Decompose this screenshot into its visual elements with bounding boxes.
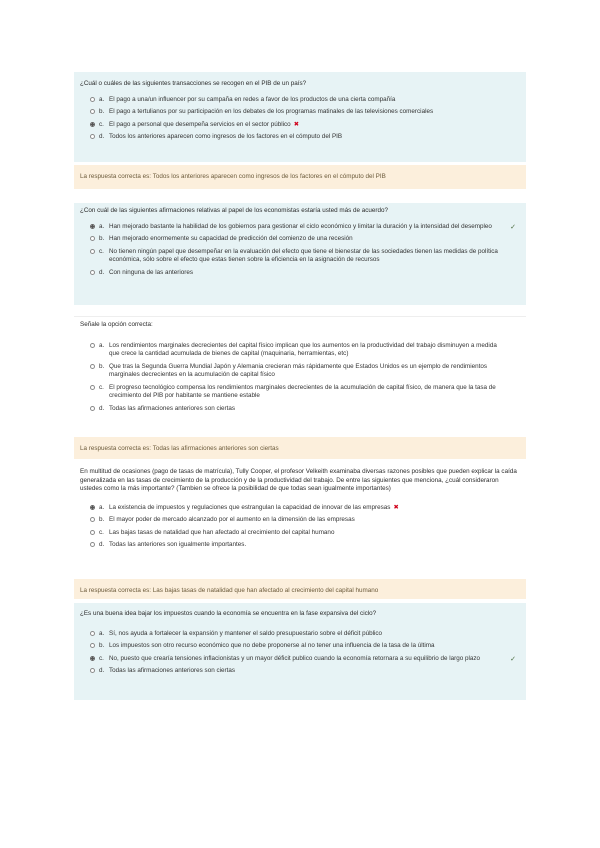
answer-option[interactable]: d. Con ninguna de las anteriores bbox=[90, 269, 520, 278]
radio-button[interactable] bbox=[90, 364, 95, 369]
question-4 bbox=[74, 464, 526, 568]
incorrect-icon: ✖ bbox=[393, 503, 399, 511]
answer-option[interactable]: a. La existencia de impuestos y regulaciones que estrangulan la capacidad de innovar de las empresas ✖ bbox=[90, 504, 520, 513]
answer-option[interactable]: b. El mayor poder de mercado alcanzado por el aumento en la dimensión de las empresas bbox=[90, 516, 520, 525]
question-text: ¿Es una buena idea bajar los impuestos cuando la economía se encuentra en la fase expansiva del ciclo? bbox=[80, 610, 377, 617]
answer-option[interactable]: b. Que tras la Segunda Guerra Mundial Japón y Alemania crecieran más rápidamente que Estados Unidos es un ejemplo de rendimientos marginales decrecientes en la acumulación de capital físico bbox=[90, 363, 520, 380]
answer-option[interactable]: c. No tienen ningún papel que desempeñar en la evaluación del efecto que tiene el bienestar de las sociedades tienen las medidas de política económica, sólo sobre el efecto que estas tienen sobre la eficiencia en la asignación de recursos bbox=[90, 248, 520, 265]
radio-button[interactable] bbox=[90, 542, 95, 547]
radio-button[interactable] bbox=[90, 134, 95, 139]
question-text: ¿Cuál o cuáles de las siguientes transacciones se recogen en el PIB de un país? bbox=[80, 80, 307, 87]
correct-icon: ✓ bbox=[510, 223, 516, 231]
incorrect-icon: ✖ bbox=[293, 120, 299, 128]
feedback-1: La respuesta correcta es: Todos los anteriores aparecen como ingresos de los factores en el cómputo del PIB bbox=[74, 165, 526, 189]
feedback-3: La respuesta correcta es: Todas las afirmaciones anteriores son ciertas bbox=[74, 437, 526, 459]
answer-option[interactable]: c. El progreso tecnológico compensa los rendimientos marginales decrecientes de la acumulación de capital físico, de manera que la tasa de crecimiento del PIB por habitante se mantiene estable bbox=[90, 384, 520, 401]
answer-option[interactable]: a. Sí, nos ayuda a fortalecer la expansión y mantener el saldo presupuestario sobre el déficit público bbox=[90, 630, 520, 639]
radio-button[interactable] bbox=[90, 668, 95, 673]
radio-button[interactable] bbox=[90, 406, 95, 411]
answer-option[interactable]: a. El pago a una/un influencer por su campaña en redes a favor de los productos de una cierta compañía bbox=[90, 96, 520, 105]
question-2 bbox=[74, 203, 526, 305]
radio-button[interactable] bbox=[90, 643, 95, 648]
radio-button-selected[interactable] bbox=[90, 224, 95, 229]
radio-button[interactable] bbox=[90, 236, 95, 241]
radio-button-selected[interactable] bbox=[90, 122, 95, 127]
radio-button[interactable] bbox=[90, 109, 95, 114]
radio-button[interactable] bbox=[90, 517, 95, 522]
feedback-4: La respuesta correcta es: Las bajas tasas de natalidad que han afectado al crecimiento del capital humano bbox=[74, 579, 526, 599]
radio-button[interactable] bbox=[90, 249, 95, 254]
question-text: En multitud de ocasiones (pago de tasas de matrícula), Tully Cooper, el profesor Velkeith examinaba diversas razones posibles que pueden explicar la caída generalizada en las tasas de crecimiento de la producción y de la productividad del trabajo. De entre las siguientes que menciona, ¿cuál consideraron ustedes como la más importante? (Tambien se ofrece la posibilidad de que todas sean igualmente importantes) bbox=[80, 468, 517, 492]
radio-button[interactable] bbox=[90, 631, 95, 636]
answer-option[interactable]: d. Todas las anteriores son igualmente importantes. bbox=[90, 541, 520, 550]
question-3 bbox=[74, 316, 526, 422]
answer-option[interactable]: d. Todas las afirmaciones anteriores son ciertas bbox=[90, 667, 520, 676]
radio-button-selected[interactable] bbox=[90, 656, 95, 661]
radio-button[interactable] bbox=[90, 530, 95, 535]
answer-option[interactable]: b. El pago a tertulianos por su participación en los debates de los programas matinales de las televisiones comerciales bbox=[90, 108, 520, 117]
answer-option[interactable]: c. No, puesto que crearía tensiones inflacionistas y un mayor déficit publico cuando la economía retornara a su equilibrio de largo plazo ✓ bbox=[90, 655, 520, 664]
question-text: ¿Con cuál de las siguientes afirmaciones relativas al papel de los economistas estaría usted más de acuerdo? bbox=[80, 207, 389, 214]
radio-button[interactable] bbox=[90, 97, 95, 102]
answer-option[interactable]: d. Todos los anteriores aparecen como ingresos de los factores en el cómputo del PIB bbox=[90, 133, 520, 142]
radio-button[interactable] bbox=[90, 270, 95, 275]
question-1 bbox=[74, 72, 526, 162]
answer-option[interactable]: b. Los impuestos son otro recurso económico que no debe proponerse al no tener una influencia de la tasa de la última bbox=[90, 642, 520, 651]
answer-option[interactable]: d. Todas las afirmaciones anteriores son ciertas bbox=[90, 405, 520, 414]
answer-option[interactable]: c. Las bajas tasas de natalidad que han afectado al crecimiento del capital humano bbox=[90, 529, 520, 538]
radio-button-selected[interactable] bbox=[90, 505, 95, 510]
radio-button[interactable] bbox=[90, 343, 95, 348]
question-5 bbox=[74, 603, 526, 700]
correct-icon: ✓ bbox=[510, 655, 516, 663]
answer-option[interactable]: c. El pago a personal que desempeña servicios en el sector público ✖ bbox=[90, 121, 520, 130]
answer-option[interactable]: b. Han mejorado enormemente su capacidad de predicción del comienzo de una recesión bbox=[90, 235, 520, 244]
answer-option[interactable]: a. Los rendimientos marginales decrecientes del capital físico implican que los aumentos en la productividad del trabajo disminuyen a medida que crece la cantidad acumulada de bienes de capital (maquinaria, herramientas, etc) bbox=[90, 342, 520, 359]
answer-option[interactable]: a. Han mejorado bastante la habilidad de los gobiernos para gestionar el ciclo económico y limitar la duración y la intensidad del desempleo ✓ bbox=[90, 223, 520, 232]
question-text: Señale la opción correcta: bbox=[80, 321, 153, 328]
radio-button[interactable] bbox=[90, 385, 95, 390]
